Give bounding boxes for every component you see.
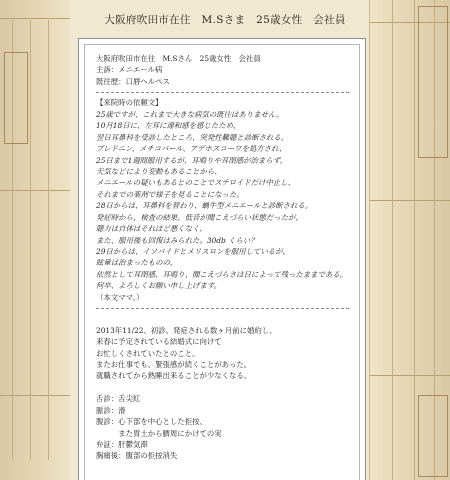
page-title: 大阪府吹田市在住 M.Sさま 25歳女性 会社員	[104, 14, 346, 26]
exam-line: 舌診：舌尖紅	[96, 394, 141, 404]
consult-line: 天気などにより変動もあることから、	[96, 166, 222, 176]
first-visit-history	[96, 325, 349, 382]
consult-line: 眩暈は治まったものの、	[96, 258, 178, 268]
consult-line: それまでの薬剤で様子を見ることになった。	[96, 189, 244, 199]
left-document-strip	[0, 0, 71, 480]
history-line: 2013年11/22、初診。発症される数ヶ月前に婚約し、	[96, 325, 277, 335]
consult-line: 10月18日に、左耳に違和感を感じたため、	[96, 121, 241, 131]
exam-line: 胸痛後：腹部の拒按消失	[96, 451, 178, 461]
stamp-box	[4, 52, 28, 144]
consult-line: 依然として耳閉感、耳鳴り、聞こえづらさは日によって残ったままである。	[96, 269, 348, 279]
exam-line: 弁証：肝鬱気滞	[96, 440, 148, 449]
consult-line: メニエールの疑いもあるとのことでステロイドだけ中止し、	[96, 178, 296, 188]
dashed-divider	[96, 87, 349, 93]
consult-line: 発症時から、検査の結果、低音が聞こえづらい状態だったが、	[96, 212, 303, 222]
exam-line: また胃土から臍周にかけての実	[96, 428, 222, 438]
examination-findings	[96, 393, 349, 462]
profile-line: 主訴：メニエール病	[96, 65, 163, 75]
consult-end-note: （本文ママ。）	[96, 292, 144, 302]
consult-title: 【来院時の依頼文】	[96, 98, 163, 108]
right-document-strip	[369, 0, 450, 480]
consult-line: 25日まで1週間服用するが、耳鳴りや耳閉感が治まらず、	[96, 155, 287, 165]
consult-request	[96, 97, 349, 303]
consult-line: 25歳ですが、これまで大きな病気の既往はありません。	[96, 109, 284, 119]
history-line: 就職されてから熟睡出来ることが少なくなる。	[96, 371, 252, 381]
profile-line: 既往歴：口唇ヘルペス	[96, 76, 170, 86]
consult-line: 聴力は自体はそれほど悪くなく、	[96, 224, 207, 234]
history-line: 来春に予定されている結婚式に向けて	[96, 337, 222, 347]
profile-line: 大阪府吹田市在住 M.Sさん 25歳女性 会社員	[96, 54, 261, 63]
exam-line: 脈診：滑	[96, 405, 126, 415]
history-line: またお仕事でも、緊張感が続くことがあった。	[96, 359, 252, 369]
history-line: お忙しくされていたとのこと。	[96, 348, 200, 358]
consult-line: プレドニン、メチコバール、アデホスコーワを処方され、	[96, 144, 287, 154]
exam-line: 腹診：心下部を中心とした拒按、	[96, 417, 207, 427]
stamp-box	[418, 6, 448, 158]
dashed-divider	[96, 303, 349, 309]
consult-line: また、服用後も回復はみられた。30db くらい？	[96, 235, 258, 245]
consult-line: 28日からは、耳鼻科を替わり、蝸牛型メニエールと診断される。	[96, 201, 313, 211]
case-content	[84, 44, 360, 480]
consult-line: 翌日耳鼻科を受診したところ、突発性難聴と診断される。	[96, 132, 289, 142]
case-card	[78, 38, 366, 480]
patient-profile	[96, 53, 349, 87]
consult-line: 29日からは、イソバイドとメリスロンを服用しているが、	[96, 247, 290, 256]
consult-line: 何卒、よろしくお願い申し上げます。	[96, 281, 222, 291]
stamp-box	[418, 395, 448, 477]
